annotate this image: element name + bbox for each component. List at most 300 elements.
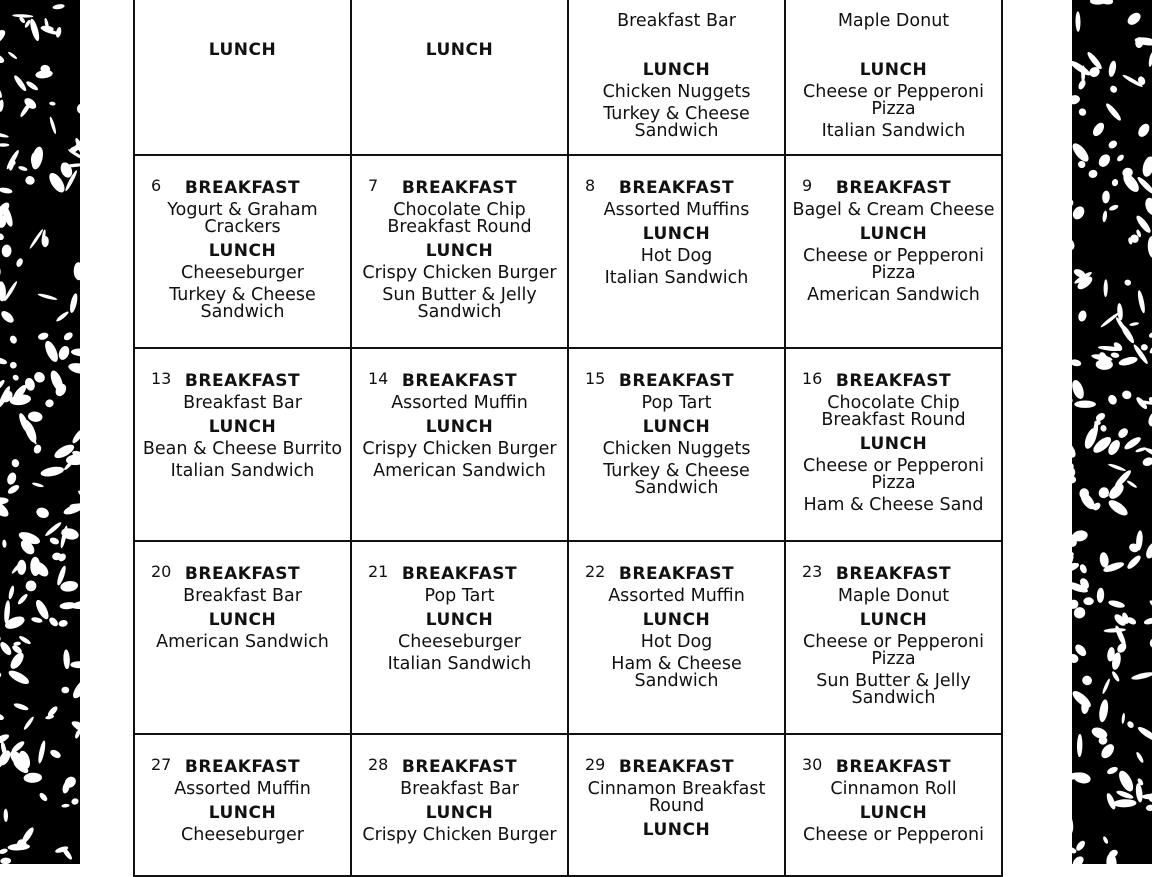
calendar-day-cell [785, 541, 1002, 734]
marble-fleck [63, 649, 70, 669]
marble-fleck [1072, 812, 1075, 835]
left-marble-border [0, 0, 80, 864]
marble-fleck [1146, 409, 1152, 428]
calendar-day-cell [785, 0, 1002, 155]
marble-fleck [1072, 237, 1076, 252]
day-number: 30 [802, 755, 822, 774]
marble-fleck [0, 27, 8, 48]
marble-fleck [1136, 725, 1152, 743]
lunch-item: Italian Sandwich [352, 656, 567, 673]
marble-fleck [1077, 310, 1087, 323]
day-number: 9 [802, 176, 812, 195]
lunch-item: Turkey & Cheese Sandwich [569, 463, 784, 497]
marble-fleck [1131, 671, 1152, 681]
marble-fleck [38, 791, 49, 802]
marble-fleck [0, 640, 13, 657]
marble-fleck [25, 580, 38, 593]
marble-fleck [0, 356, 8, 365]
marble-fleck [1116, 153, 1125, 162]
marble-fleck [1143, 617, 1152, 626]
lunch-label: LUNCH [569, 417, 784, 437]
marble-fleck [61, 687, 69, 694]
calendar-day-cell [134, 541, 351, 734]
marble-fleck [28, 18, 41, 42]
marble-fleck [62, 501, 80, 517]
right-marble-border [1072, 0, 1152, 864]
calendar-day-cell [568, 541, 785, 734]
lunch-label: LUNCH [569, 224, 784, 244]
marble-fleck [1072, 141, 1091, 164]
calendar-day-cell [351, 348, 568, 541]
day-number: 28 [368, 755, 388, 774]
lunch-item: Hot Dog [569, 634, 784, 651]
marble-fleck [0, 187, 13, 195]
marble-fleck [1148, 636, 1152, 651]
breakfast-label: BREAKFAST [786, 757, 1001, 777]
marble-fleck [3, 809, 8, 822]
marble-fleck [1125, 554, 1142, 571]
breakfast-label: BREAKFAST [135, 757, 350, 777]
calendar-week-row [134, 155, 1002, 348]
lunch-menu-calendar [133, 0, 1003, 877]
lunch-label: LUNCH [352, 803, 567, 823]
marble-fleck [1148, 52, 1152, 67]
marble-fleck [48, 616, 60, 628]
calendar-day-cell [785, 734, 1002, 876]
lunch-item: Chicken Nuggets [569, 441, 784, 458]
marble-fleck [1096, 588, 1104, 604]
marble-fleck [1108, 463, 1127, 473]
marble-fleck [1104, 628, 1126, 633]
marble-fleck [0, 232, 5, 241]
marble-fleck [67, 361, 80, 376]
marble-fleck [1148, 599, 1152, 609]
marble-fleck [1136, 122, 1152, 139]
marble-fleck [62, 331, 74, 342]
marble-fleck [1108, 599, 1126, 609]
calendar-day-cell [351, 155, 568, 348]
lunch-label: LUNCH [135, 610, 350, 630]
marble-fleck [1097, 486, 1110, 500]
breakfast-item: Breakfast Bar [135, 395, 350, 412]
marble-fleck [25, 80, 39, 92]
breakfast-item: Assorted Muffin [135, 781, 350, 798]
lunch-label: LUNCH [352, 610, 567, 630]
marble-fleck [8, 585, 16, 600]
marble-fleck [1141, 456, 1152, 468]
marble-fleck [71, 348, 80, 357]
marble-fleck [70, 661, 80, 668]
marble-fleck [7, 51, 18, 60]
marble-fleck [32, 482, 44, 488]
calendar-day-cell [134, 734, 351, 876]
calendar-day-cell [134, 348, 351, 541]
marble-fleck [6, 471, 18, 486]
marble-fleck [33, 444, 43, 455]
marble-fleck [1081, 674, 1094, 686]
marble-fleck [1137, 290, 1147, 314]
lunch-item: American Sandwich [135, 634, 350, 651]
breakfast-label: BREAKFAST [352, 757, 567, 777]
marble-fleck [1075, 839, 1087, 852]
marble-fleck [27, 411, 43, 423]
lunch-item: Italian Sandwich [569, 270, 784, 287]
lunch-item: Crispy Chicken Burger [352, 827, 567, 844]
marble-fleck [23, 716, 35, 731]
breakfast-item: Breakfast Bar [569, 13, 784, 30]
marble-fleck [71, 797, 80, 805]
marble-fleck [23, 772, 42, 783]
marble-fleck [6, 483, 20, 495]
lunch-item: Turkey & Cheese Sandwich [135, 287, 350, 321]
marble-fleck [1146, 805, 1152, 812]
marble-fleck [7, 668, 31, 687]
marble-fleck [1, 244, 11, 257]
marble-fleck [12, 14, 33, 18]
marble-fleck [1142, 793, 1152, 799]
marble-fleck [0, 379, 6, 391]
marble-fleck [49, 101, 56, 106]
marble-fleck [1102, 210, 1108, 222]
marble-fleck [1107, 139, 1119, 150]
marble-fleck [44, 521, 63, 538]
lunch-label: LUNCH [569, 820, 784, 840]
marble-fleck [24, 175, 35, 186]
marble-fleck [58, 619, 68, 627]
marble-fleck [1148, 339, 1152, 355]
breakfast-item: Maple Donut [786, 588, 1001, 605]
marble-fleck [49, 116, 58, 134]
calendar-week-row [134, 734, 1002, 876]
marble-fleck [1125, 10, 1143, 27]
marble-fleck [11, 458, 20, 468]
breakfast-label: BREAKFAST [569, 371, 784, 391]
marble-fleck [31, 616, 43, 623]
marble-fleck [1094, 420, 1101, 425]
breakfast-label: BREAKFAST [786, 371, 1001, 391]
marble-fleck [76, 103, 80, 115]
day-number: 27 [151, 755, 171, 774]
marble-fleck [1077, 107, 1087, 117]
lunch-item: Sun Butter & Jelly Sandwich [352, 287, 567, 321]
marble-fleck [0, 99, 4, 112]
lunch-item: Cheeseburger [135, 265, 350, 282]
marble-fleck [1072, 652, 1080, 664]
lunch-label: LUNCH [786, 803, 1001, 823]
calendar-day-cell [351, 541, 568, 734]
marble-fleck [1116, 769, 1136, 794]
marble-fleck [1099, 742, 1117, 761]
marble-fleck [1109, 84, 1119, 94]
marble-fleck [18, 165, 28, 172]
marble-fleck [1078, 563, 1088, 574]
marble-fleck [1072, 204, 1087, 221]
marble-fleck [1100, 424, 1108, 432]
lunch-item: Cheeseburger [352, 634, 567, 651]
marble-fleck [15, 257, 24, 268]
day-number: 29 [585, 755, 605, 774]
marble-fleck [71, 428, 80, 445]
calendar-week-row [134, 348, 1002, 541]
breakfast-item: Maple Donut [786, 13, 1001, 30]
marble-fleck [1091, 121, 1107, 138]
marble-fleck [0, 712, 5, 721]
marble-fleck [1141, 344, 1148, 351]
marble-fleck [1106, 393, 1118, 406]
lunch-item: Chicken Nuggets [569, 84, 784, 101]
day-number: 6 [151, 176, 161, 195]
marble-fleck [1129, 322, 1139, 327]
marble-fleck [37, 740, 47, 764]
lunch-item: Turkey & Cheese Sandwich [569, 106, 784, 140]
marble-fleck [1099, 552, 1110, 568]
marble-fleck [1126, 720, 1135, 729]
marble-fleck [1088, 169, 1099, 179]
lunch-label: LUNCH [352, 417, 567, 437]
calendar-day-cell [568, 348, 785, 541]
breakfast-label: BREAKFAST [352, 564, 567, 584]
lunch-label: LUNCH [135, 803, 350, 823]
breakfast-item: Bagel & Cream Cheese [786, 202, 1001, 219]
marble-fleck [1072, 854, 1086, 864]
marble-fleck [1106, 765, 1119, 775]
marble-fleck [0, 309, 16, 325]
marble-fleck [0, 143, 9, 146]
breakfast-label: BREAKFAST [135, 178, 350, 198]
marble-fleck [13, 702, 29, 712]
marble-fleck [1111, 670, 1121, 682]
day-number: 13 [151, 369, 171, 388]
marble-fleck [43, 339, 61, 364]
breakfast-label: BREAKFAST [569, 178, 784, 198]
marble-fleck [1072, 394, 1074, 405]
marble-fleck [1102, 190, 1110, 203]
marble-fleck [10, 362, 17, 369]
marble-fleck [24, 19, 32, 28]
marble-fleck [1072, 378, 1086, 400]
calendar-day-cell [351, 734, 568, 876]
marble-fleck [1103, 279, 1108, 297]
marble-fleck [44, 398, 55, 408]
marble-fleck [1102, 836, 1109, 845]
marble-fleck [74, 729, 80, 739]
breakfast-item: Cinnamon Breakfast Round [569, 781, 784, 815]
marble-fleck [35, 506, 51, 520]
breakfast-label: BREAKFAST [569, 757, 784, 777]
breakfast-label: BREAKFAST [786, 178, 1001, 198]
marble-fleck [1098, 699, 1110, 723]
breakfast-label: BREAKFAST [569, 564, 784, 584]
marble-fleck [1072, 561, 1080, 575]
lunch-item: Crispy Chicken Burger [352, 441, 567, 458]
breakfast-item: Assorted Muffins [569, 202, 784, 219]
marble-fleck [1072, 439, 1078, 460]
marble-fleck [1072, 94, 1081, 106]
marble-fleck [1113, 799, 1137, 808]
breakfast-label: BREAKFAST [135, 564, 350, 584]
lunch-item: Italian Sandwich [135, 463, 350, 480]
calendar-week-row [134, 0, 1002, 155]
lunch-label: LUNCH [135, 417, 350, 437]
lunch-item: Crispy Chicken Burger [352, 265, 567, 282]
marble-fleck [70, 677, 80, 701]
calendar-day-cell [351, 0, 568, 155]
marble-fleck [0, 264, 3, 280]
marble-fleck [1126, 480, 1138, 489]
lunch-label: LUNCH [352, 40, 567, 60]
lunch-label: LUNCH [569, 610, 784, 630]
marble-fleck [37, 293, 57, 302]
marble-fleck [60, 580, 79, 593]
breakfast-label: BREAKFAST [786, 564, 1001, 584]
calendar-day-cell [568, 0, 785, 155]
marble-fleck [1143, 196, 1152, 216]
day-number: 21 [368, 562, 388, 581]
marble-fleck [1101, 678, 1111, 695]
lunch-item: Cheese or Pepperoni Pizza [786, 84, 1001, 118]
lunch-item: Cheese or Pepperoni Pizza [786, 248, 1001, 282]
day-number: 20 [151, 562, 171, 581]
marble-fleck [55, 310, 69, 323]
day-number: 22 [585, 562, 605, 581]
lunch-label: LUNCH [569, 60, 784, 80]
calendar-day-cell [568, 155, 785, 348]
marble-fleck [1110, 352, 1119, 359]
calendar-day-cell [568, 734, 785, 876]
marble-fleck [1104, 102, 1123, 123]
lunch-label: LUNCH [786, 434, 1001, 454]
day-number: 16 [802, 369, 822, 388]
marble-fleck [1147, 236, 1152, 258]
calendar-week-row [134, 541, 1002, 734]
lunch-item: Bean & Cheese Burrito [135, 441, 350, 458]
day-number: 15 [585, 369, 605, 388]
marble-fleck [1072, 358, 1082, 367]
day-number: 23 [802, 562, 822, 581]
lunch-label: LUNCH [135, 40, 350, 60]
marble-fleck [1121, 390, 1132, 400]
day-number: 8 [585, 176, 595, 195]
marble-fleck [32, 370, 47, 385]
lunch-label: LUNCH [786, 224, 1001, 244]
marble-fleck [1135, 783, 1144, 803]
day-number: 14 [368, 369, 388, 388]
breakfast-item: Assorted Muffin [352, 395, 567, 412]
marble-fleck [0, 84, 3, 98]
breakfast-item: Cinnamon Roll [786, 781, 1001, 798]
marble-fleck [1124, 279, 1132, 286]
marble-fleck [17, 593, 29, 606]
lunch-item: American Sandwich [352, 463, 567, 480]
marble-fleck [57, 344, 71, 361]
marble-fleck [37, 331, 49, 341]
marble-fleck [52, 3, 65, 10]
breakfast-label: BREAKFAST [135, 371, 350, 391]
lunch-item: Cheese or Pepperoni Pizza [786, 634, 1001, 668]
breakfast-item: Pop Tart [569, 395, 784, 412]
marble-fleck [40, 465, 65, 478]
marble-fleck [1077, 79, 1087, 91]
marble-fleck [1121, 713, 1125, 724]
marble-fleck [71, 600, 80, 611]
marble-fleck [49, 748, 62, 760]
breakfast-item: Assorted Muffin [569, 588, 784, 605]
lunch-item: Sun Butter & Jelly Sandwich [786, 673, 1001, 707]
lunch-item: Hot Dog [569, 248, 784, 265]
marble-fleck [0, 51, 6, 65]
marble-fleck [9, 334, 18, 344]
calendar-day-cell [134, 0, 351, 155]
breakfast-item: Pop Tart [352, 588, 567, 605]
breakfast-item: Chocolate Chip Breakfast Round [352, 202, 567, 236]
marble-fleck [1107, 60, 1117, 77]
marble-fleck [1148, 331, 1152, 338]
lunch-item: Cheese or Pepperoni [786, 827, 1001, 844]
marble-fleck [1114, 625, 1128, 648]
day-number: 7 [368, 176, 378, 195]
lunch-item: Ham & Cheese Sand [786, 497, 1001, 514]
lunch-label: LUNCH [786, 60, 1001, 80]
marble-fleck [1077, 734, 1083, 757]
marble-fleck [1135, 751, 1145, 764]
marble-fleck [1083, 597, 1093, 605]
marble-fleck [1141, 155, 1152, 178]
marble-fleck [0, 497, 9, 506]
marble-fleck [0, 131, 9, 139]
marble-fleck [1106, 497, 1130, 518]
marble-fleck [1118, 355, 1139, 367]
marble-fleck [69, 293, 79, 314]
marble-fleck [73, 262, 80, 280]
breakfast-item: Chocolate Chip Breakfast Round [786, 395, 1001, 429]
lunch-item: American Sandwich [786, 287, 1001, 304]
lunch-item: Cheese or Pepperoni Pizza [786, 458, 1001, 492]
marble-fleck [1096, 152, 1112, 169]
calendar-day-cell [134, 155, 351, 348]
marble-fleck [0, 671, 2, 678]
marble-fleck [1074, 401, 1096, 408]
marble-fleck [12, 374, 20, 382]
marble-fleck [0, 848, 8, 855]
marble-fleck [1111, 178, 1119, 187]
marble-fleck [1116, 426, 1129, 439]
breakfast-item: Breakfast Bar [352, 781, 567, 798]
marble-fleck [1072, 197, 1075, 210]
marble-fleck [1108, 204, 1119, 212]
lunch-label: LUNCH [352, 241, 567, 261]
marble-fleck [1135, 446, 1147, 453]
lunch-item: Cheeseburger [135, 827, 350, 844]
marble-fleck [77, 490, 80, 497]
calendar-day-cell [785, 348, 1002, 541]
marble-fleck [61, 803, 70, 807]
breakfast-label: BREAKFAST [352, 178, 567, 198]
marble-fleck [0, 857, 11, 864]
lunch-item: Italian Sandwich [786, 123, 1001, 140]
calendar-day-cell [785, 155, 1002, 348]
marble-fleck [2, 539, 7, 547]
lunch-item: Ham & Cheese Sandwich [569, 656, 784, 690]
breakfast-label: BREAKFAST [352, 371, 567, 391]
breakfast-item: Breakfast Bar [135, 588, 350, 605]
marble-fleck [49, 536, 60, 545]
lunch-label: LUNCH [135, 241, 350, 261]
marble-fleck [1075, 11, 1080, 31]
lunch-label: LUNCH [786, 610, 1001, 630]
marble-fleck [12, 74, 28, 93]
breakfast-item: Yogurt & Graham Crackers [135, 202, 350, 236]
marble-fleck [1144, 540, 1152, 560]
